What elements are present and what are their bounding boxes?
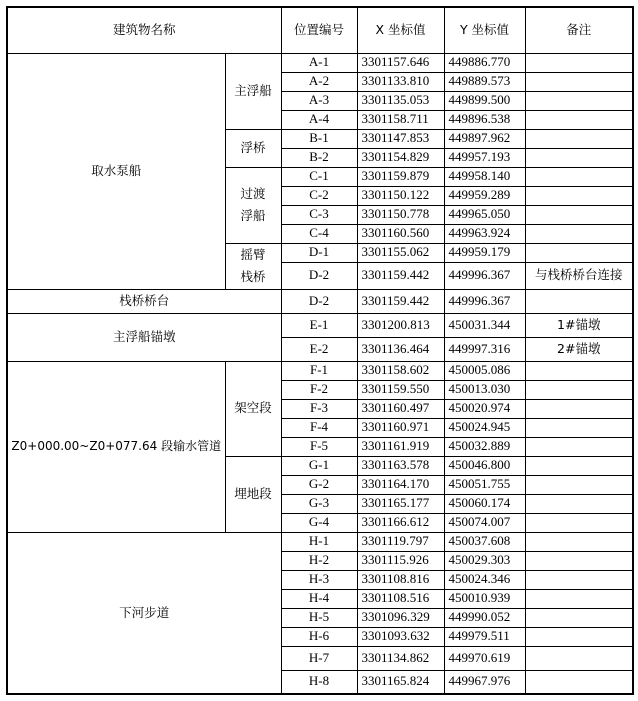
header-x-coordinate: X 坐标值 — [357, 7, 444, 53]
note-cell — [525, 418, 633, 437]
y-value: 449899.500 — [444, 91, 525, 110]
position-code: G-3 — [281, 494, 357, 513]
position-code: A-1 — [281, 53, 357, 72]
note-cell — [525, 608, 633, 627]
y-value: 449886.770 — [444, 53, 525, 72]
subgroup-main-pontoon: 主浮船 — [225, 53, 281, 129]
position-code: E-1 — [281, 313, 357, 337]
y-value: 450031.344 — [444, 313, 525, 337]
x-value: 3301154.829 — [357, 148, 444, 167]
position-code: E-2 — [281, 337, 357, 361]
group-trestle-platform: 栈桥桥台 — [7, 289, 281, 313]
table-row — [7, 289, 633, 313]
x-value: 3301115.926 — [357, 551, 444, 570]
x-value: 3301158.711 — [357, 110, 444, 129]
position-code: D-1 — [281, 243, 357, 262]
position-code: H-7 — [281, 646, 357, 670]
header-position-code: 位置编号 — [281, 7, 357, 53]
header-building-name: 建筑物名称 — [7, 7, 281, 53]
position-code: C-1 — [281, 167, 357, 186]
x-value: 3301160.560 — [357, 224, 444, 243]
position-code: A-4 — [281, 110, 357, 129]
note-cell — [525, 205, 633, 224]
x-value: 3301161.919 — [357, 437, 444, 456]
y-value: 449959.289 — [444, 186, 525, 205]
y-value: 449897.962 — [444, 129, 525, 148]
table-row — [7, 313, 633, 337]
y-value: 449970.619 — [444, 646, 525, 670]
y-value: 449889.573 — [444, 72, 525, 91]
x-value: 3301147.853 — [357, 129, 444, 148]
x-value: 3301160.497 — [357, 399, 444, 418]
position-code: H-2 — [281, 551, 357, 570]
x-value: 3301096.329 — [357, 608, 444, 627]
y-value: 449896.538 — [444, 110, 525, 129]
position-code: F-1 — [281, 361, 357, 380]
x-value: 3301160.971 — [357, 418, 444, 437]
position-code: F-4 — [281, 418, 357, 437]
position-code: G-1 — [281, 456, 357, 475]
note-cell — [525, 475, 633, 494]
y-value: 450005.086 — [444, 361, 525, 380]
y-value: 450010.939 — [444, 589, 525, 608]
position-code: H-8 — [281, 670, 357, 694]
x-value: 3301159.442 — [357, 289, 444, 313]
x-value: 3301108.816 — [357, 570, 444, 589]
x-value: 3301158.602 — [357, 361, 444, 380]
x-value: 3301164.170 — [357, 475, 444, 494]
coordinate-table — [6, 6, 634, 695]
y-value: 450051.755 — [444, 475, 525, 494]
x-value: 3301134.862 — [357, 646, 444, 670]
position-code: H-3 — [281, 570, 357, 589]
x-value: 3301093.632 — [357, 627, 444, 646]
y-value: 450032.889 — [444, 437, 525, 456]
x-value: 3301159.442 — [357, 262, 444, 289]
position-code: C-3 — [281, 205, 357, 224]
note-cell — [525, 494, 633, 513]
subgroup-label-line: 浮船 — [240, 208, 266, 223]
subgroup-label-line: 栈桥 — [240, 269, 266, 284]
note-cell — [525, 513, 633, 532]
note-cell — [525, 456, 633, 475]
subgroup-buried-section: 埋地段 — [225, 456, 281, 532]
note-cell — [525, 627, 633, 646]
x-value: 3301163.578 — [357, 456, 444, 475]
y-value: 449965.050 — [444, 205, 525, 224]
subgroup-transition-pontoon — [225, 167, 281, 243]
group-water-pipeline: Z0+000.00~Z0+077.64 段输水管道 — [7, 361, 225, 532]
y-value: 449963.924 — [444, 224, 525, 243]
note-cell — [525, 72, 633, 91]
position-code: F-3 — [281, 399, 357, 418]
x-value: 3301150.778 — [357, 205, 444, 224]
header-y-coordinate: Y 坐标值 — [444, 7, 525, 53]
y-value: 449957.193 — [444, 148, 525, 167]
x-value: 3301159.879 — [357, 167, 444, 186]
note-cell — [525, 570, 633, 589]
subgroup-pontoon-bridge: 浮桥 — [225, 129, 281, 167]
table-row — [7, 532, 633, 551]
note-cell — [525, 129, 633, 148]
y-value: 449959.179 — [444, 243, 525, 262]
subgroup-label-line: 摇臂 — [240, 246, 266, 262]
note-cell: 与栈桥桥台连接 — [525, 262, 633, 289]
note-cell — [525, 437, 633, 456]
y-value: 450013.030 — [444, 380, 525, 399]
position-code: A-2 — [281, 72, 357, 91]
x-value: 3301150.122 — [357, 186, 444, 205]
position-code: H-1 — [281, 532, 357, 551]
position-code: D-2 — [281, 289, 357, 313]
position-code: F-2 — [281, 380, 357, 399]
y-value: 449958.140 — [444, 167, 525, 186]
y-value: 450046.800 — [444, 456, 525, 475]
note-cell — [525, 186, 633, 205]
header-note: 备注 — [525, 7, 633, 53]
subgroup-label-line: 过渡 — [240, 185, 266, 201]
note-cell — [525, 361, 633, 380]
x-value: 3301108.516 — [357, 589, 444, 608]
y-value: 450020.974 — [444, 399, 525, 418]
group-river-steps: 下河步道 — [7, 532, 281, 694]
position-code: G-4 — [281, 513, 357, 532]
y-value: 449997.316 — [444, 337, 525, 361]
note-cell — [525, 670, 633, 694]
note-cell: 2#锚墩 — [525, 337, 633, 361]
note-cell — [525, 224, 633, 243]
y-value: 449990.052 — [444, 608, 525, 627]
table-row — [7, 361, 633, 380]
y-value: 449996.367 — [444, 262, 525, 289]
x-value: 3301166.612 — [357, 513, 444, 532]
note-cell — [525, 589, 633, 608]
position-code: B-1 — [281, 129, 357, 148]
y-value: 450029.303 — [444, 551, 525, 570]
subgroup-overhead-section: 架空段 — [225, 361, 281, 456]
y-value: 449979.511 — [444, 627, 525, 646]
header-row — [7, 7, 633, 53]
x-value: 3301157.646 — [357, 53, 444, 72]
subgroup-swing-trestle — [225, 243, 281, 289]
y-value: 449967.976 — [444, 670, 525, 694]
position-code: H-5 — [281, 608, 357, 627]
x-value: 3301155.062 — [357, 243, 444, 262]
position-code: A-3 — [281, 91, 357, 110]
note-cell — [525, 551, 633, 570]
position-code: D-2 — [281, 262, 357, 289]
note-cell — [525, 380, 633, 399]
note-cell — [525, 91, 633, 110]
x-value: 3301133.810 — [357, 72, 444, 91]
position-code: F-5 — [281, 437, 357, 456]
y-value: 449996.367 — [444, 289, 525, 313]
y-value: 450024.346 — [444, 570, 525, 589]
note-cell — [525, 646, 633, 670]
position-code: B-2 — [281, 148, 357, 167]
x-value: 3301165.177 — [357, 494, 444, 513]
y-value: 450060.174 — [444, 494, 525, 513]
note-cell — [525, 110, 633, 129]
table-row — [7, 53, 633, 72]
position-code: H-6 — [281, 627, 357, 646]
position-code: H-4 — [281, 589, 357, 608]
position-code: C-2 — [281, 186, 357, 205]
note-cell — [525, 148, 633, 167]
x-value: 3301165.824 — [357, 670, 444, 694]
y-value: 450024.945 — [444, 418, 525, 437]
note-cell — [525, 289, 633, 313]
group-anchor-piers: 主浮船锚墩 — [7, 313, 281, 361]
x-value: 3301119.797 — [357, 532, 444, 551]
note-cell — [525, 53, 633, 72]
x-value: 3301200.813 — [357, 313, 444, 337]
y-value: 450037.608 — [444, 532, 525, 551]
x-value: 3301136.464 — [357, 337, 444, 361]
note-cell — [525, 243, 633, 262]
note-cell — [525, 532, 633, 551]
note-cell: 1#锚墩 — [525, 313, 633, 337]
y-value: 450074.007 — [444, 513, 525, 532]
position-code: G-2 — [281, 475, 357, 494]
note-cell — [525, 399, 633, 418]
group-intake-pump-ship: 取水泵船 — [7, 53, 225, 289]
x-value: 3301159.550 — [357, 380, 444, 399]
note-cell — [525, 167, 633, 186]
position-code: C-4 — [281, 224, 357, 243]
x-value: 3301135.053 — [357, 91, 444, 110]
